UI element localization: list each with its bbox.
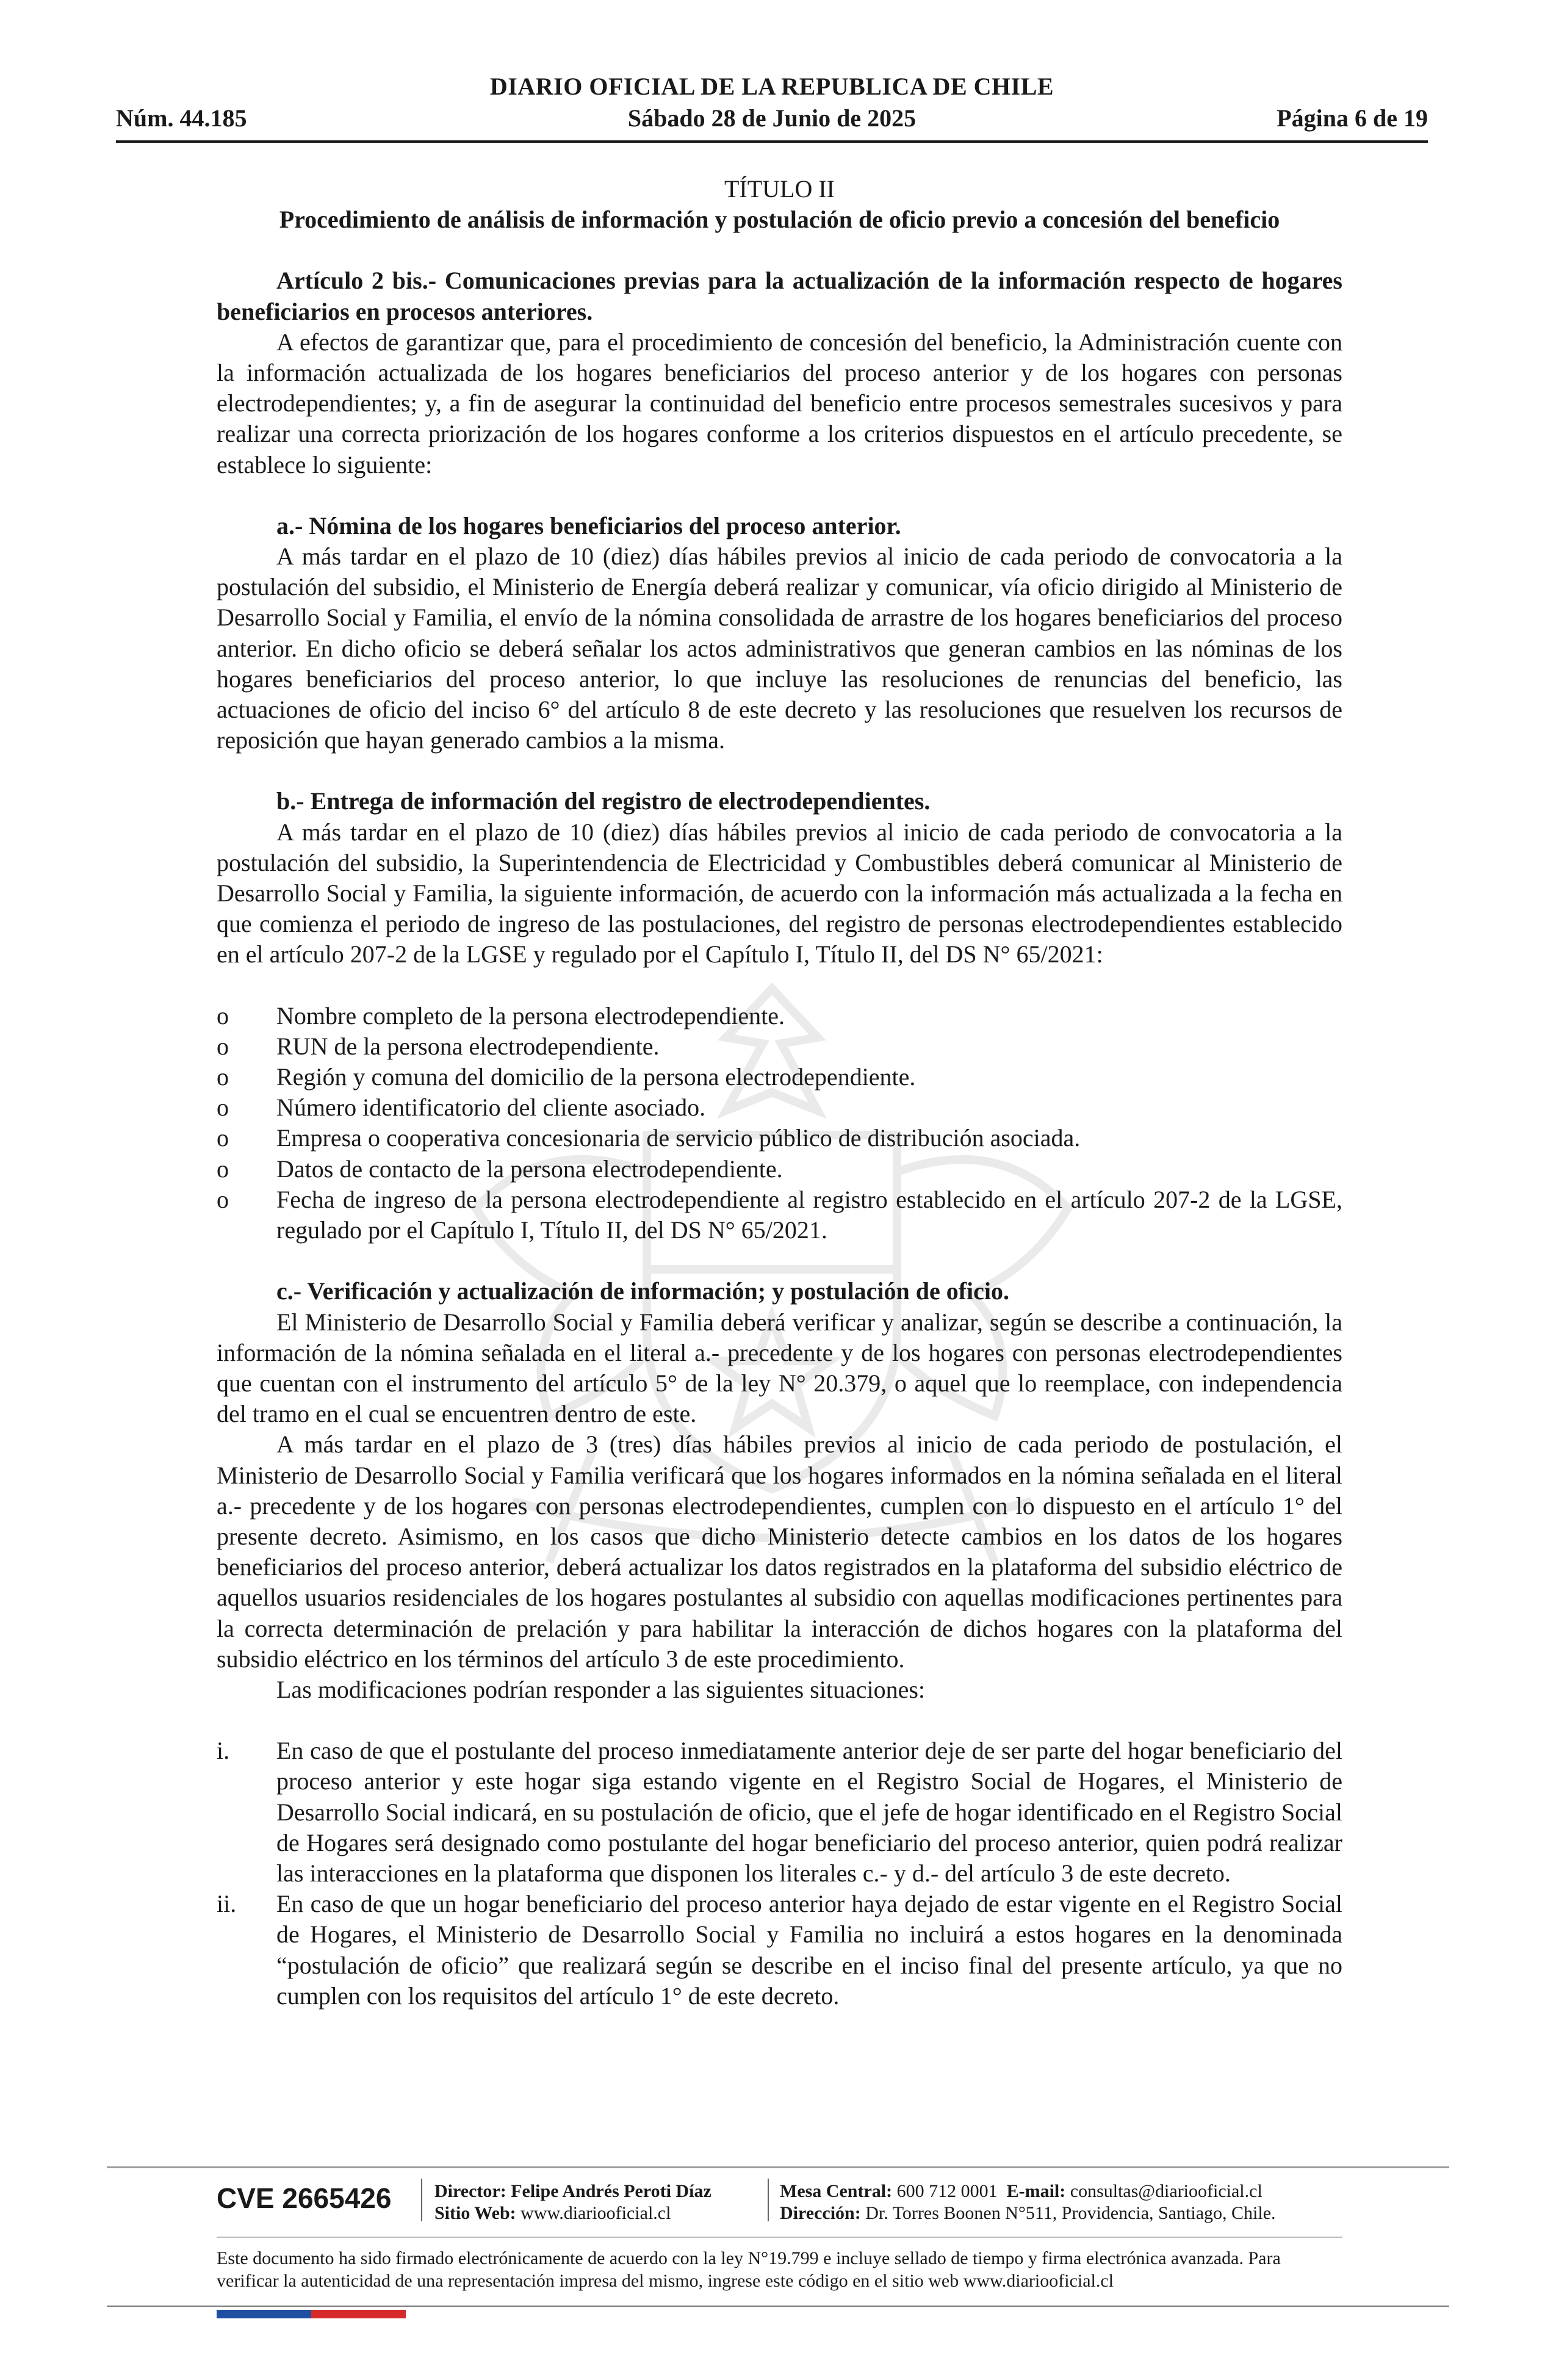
section-c-paragraph-2: A más tardar en el plazo de 3 (tres) días hábiles previos al inicio de cada periodo de postulación, el Ministerio de Desarrollo Social y Familia verificará que los hogares informados en la nómina señalada en el literal a.- precedente y de los hogares con personas electrodependientes, cumplen con lo dispuesto en el artículo 1° del presente decreto. Asimismo, en los casos que dicho Ministerio detecte cambios en los datos de los hogares beneficiarios del proceso anterior, deberá actualizar los datos registrados en la plataforma del subsidio eléctrico de aquellos usuarios residenciales de los hogares postulantes al subsidio con aquellas modificaciones pertinentes para la correcta determinación de prelación y para habilitar la interacción de dichos hogares con la plataforma del subsidio eléctrico en los términos del artículo 3 de este procedimiento. bbox=[217, 1430, 1342, 1673]
footer-separator bbox=[768, 2179, 769, 2221]
situations-list bbox=[217, 1736, 1342, 2011]
issue-number: Núm. 44.185 bbox=[116, 104, 247, 132]
footer-rule-top bbox=[107, 2166, 1449, 2168]
list-item-text: Nombre completo de la persona electrodependiente. bbox=[276, 1001, 785, 1030]
mesa-phone: 600 712 0001 bbox=[896, 2181, 998, 2201]
address-text: Dr. Torres Boonen N°511, Providencia, Santiago, Chile. bbox=[865, 2203, 1276, 2223]
list-item bbox=[217, 1001, 1342, 1031]
cve-code: CVE 2665426 bbox=[217, 2182, 392, 2214]
signature-note: Este documento ha sido firmado electrónicamente de acuerdo con la ley N°19.799 e incluye sellado de tiempo y firma electrónica avanzada. Para verificar la autenticidad de una representación impresa del mismo, ingrese este código en el sitio web www.diariooficial.cl bbox=[217, 2248, 1281, 2291]
list-item-text: En caso de que el postulante del proceso inmediatamente anterior deje de ser parte del hogar beneficiario del proceso anterior y este hogar siga estando vigente en el Registro Social de Hogares, el Ministerio de Desarrollo Social indicará, en su postulación de oficio, que el jefe de hogar identificado en el Registro Social de Hogares será designado como postulante del hogar beneficiario del proceso anterior, quien podrá realizar las interacciones en la plataforma que disponen los literales c.- y d.- del artículo 3 de este decreto. bbox=[276, 1737, 1342, 1887]
section-b-heading: b.- Entrega de información del registro de electrodependientes. bbox=[276, 787, 931, 815]
document-body bbox=[217, 174, 1342, 2011]
footer-director-block bbox=[434, 2180, 711, 2224]
flag-stripe-blue bbox=[217, 2310, 311, 2318]
section-c-paragraph-3: Las modificaciones podrían responder a las siguientes situaciones: bbox=[276, 1675, 926, 1703]
page-header bbox=[116, 72, 1428, 145]
list-item bbox=[217, 1736, 1342, 1889]
section-c-paragraph-1: El Ministerio de Desarrollo Social y Familia deberá verificar y analizar, según se describe a continuación, la información de la nómina señalada en el literal a.- precedente y de los hogares con personas electrodependientes que cuentan con el instrumento del artículo 5° de la ley N° 20.379, o aquel que lo reemplace, con independencia del tramo en el cual se encuentren dentro de este. bbox=[217, 1308, 1342, 1428]
list-item bbox=[217, 1154, 1342, 1185]
titulo-heading: Procedimiento de análisis de información y postulación de oficio previo a concesión del beneficio bbox=[279, 206, 1280, 234]
bullet-marker: o bbox=[217, 1063, 229, 1091]
email-label: E-mail: bbox=[1006, 2181, 1066, 2201]
list-item bbox=[217, 1062, 1342, 1092]
footer-separator bbox=[421, 2179, 422, 2221]
spacer bbox=[217, 1246, 1342, 1276]
spacer bbox=[217, 970, 1342, 1001]
list-item bbox=[217, 1123, 1342, 1153]
director-name: Felipe Andrés Peroti Díaz bbox=[511, 2181, 711, 2201]
list-item-text: Región y comuna del domicilio de la persona electrodependiente. bbox=[276, 1063, 916, 1091]
spacer bbox=[217, 480, 1342, 511]
director-label: Director: bbox=[434, 2181, 506, 2201]
section-a-text: A más tardar en el plazo de 10 (diez) días hábiles previos al inicio de cada periodo de convocatoria a la postulación del subsidio, el Ministerio de Energía deberá realizar y comunicar, vía oficio dirigido al Ministerio de Desarrollo Social y Familia, el envío de la nómina consolidada de arrastre de los hogares beneficiarios del proceso anterior. En dicho oficio se deberá señalar los actos administrativos que generan cambios en las nóminas de los hogares beneficiarios del proceso anterior, lo que incluye las resoluciones de renuncias del beneficio, las actuaciones de oficio del inciso 6° del artículo 8 de este decreto y las resoluciones que resuelven los recursos de reposición que hayan generado cambios a la misma. bbox=[217, 543, 1342, 754]
titulo-label: TÍTULO II bbox=[724, 175, 835, 203]
issue-date: Sábado 28 de Junio de 2025 bbox=[627, 104, 917, 132]
web-link[interactable]: www.diariooficial.cl bbox=[520, 2203, 671, 2223]
list-item bbox=[217, 1185, 1342, 1246]
bullet-marker: o bbox=[217, 1185, 229, 1213]
article-intro: A efectos de garantizar que, para el procedimiento de concesión del beneficio, la Administración cuente con la información actualizada de los hogares beneficiarios del proceso anterior y de los hogares con personas electrodependientes; y, a fin de asegurar la continuidad del beneficio entre procesos semestrales sucesivos y para realizar una correcta priorización de los hogares conforme a los criterios dispuestos en el artículo precedente, se establece lo siguiente: bbox=[217, 328, 1342, 478]
page-number: Página 6 de 19 bbox=[1277, 104, 1428, 132]
web-label: Sitio Web: bbox=[434, 2203, 516, 2223]
article-heading: Artículo 2 bis.- Comunicaciones previas para la actualización de la información respecto de hogares beneficiarios en procesos anteriores. bbox=[217, 267, 1342, 325]
footer-rule-middle bbox=[217, 2237, 1342, 2238]
section-a-heading: a.- Nómina de los hogares beneficiarios del proceso anterior. bbox=[276, 511, 901, 539]
list-item bbox=[217, 1092, 1342, 1123]
list-item-text: RUN de la persona electrodependiente. bbox=[276, 1032, 660, 1060]
bullet-marker: o bbox=[217, 1155, 229, 1183]
bullet-marker: o bbox=[217, 1094, 229, 1122]
flag-stripe-red bbox=[311, 2310, 406, 2318]
publication-title: DIARIO OFICIAL DE LA REPUBLICA DE CHILE bbox=[489, 73, 1054, 100]
list-item-text: Número identificatorio del cliente asociado. bbox=[276, 1094, 706, 1122]
section-c-heading: c.- Verificación y actualización de información; y postulación de oficio. bbox=[276, 1277, 1009, 1305]
spacer bbox=[217, 1705, 1342, 1736]
electrodependent-data-list bbox=[217, 1001, 1342, 1246]
list-item-text: Empresa o cooperativa concesionaria de servicio público de distribución asociada. bbox=[276, 1124, 1081, 1152]
header-rule bbox=[116, 140, 1428, 143]
list-item bbox=[217, 1031, 1342, 1062]
section-b-text: A más tardar en el plazo de 10 (diez) días hábiles previos al inicio de cada periodo de convocatoria a la postulación del subsidio, la Superintendencia de Electricidad y Combustibles deberá comunicar al Ministerio de Desarrollo Social y Familia, la siguiente información, de acuerdo con la información más actualizada a la fecha en que comienza el periodo de ingreso de las postulaciones, del registro de personas electrodependientes establecido en el artículo 207-2 de la LGSE y regulado por el Capítulo I, Título II, del DS N° 65/2021: bbox=[217, 818, 1342, 968]
list-item-text: En caso de que un hogar beneficiario del proceso anterior haya dejado de estar vigente en el Registro Social de Hogares, el Ministerio de Desarrollo Social y Familia no incluirá a estos hogares en la denominada “postulación de oficio” que realizará según se describe en el inciso final del presente artículo, ya que no cumplen con los requisitos del artículo 1° de este decreto. bbox=[276, 1890, 1342, 2010]
email-link[interactable]: consultas@diariooficial.cl bbox=[1070, 2181, 1262, 2201]
spacer bbox=[217, 755, 1342, 786]
mesa-label: Mesa Central: bbox=[780, 2181, 893, 2201]
bullet-marker: o bbox=[217, 1001, 229, 1030]
spacer bbox=[217, 235, 1342, 265]
list-item bbox=[217, 1889, 1342, 2011]
footer-rule-bottom bbox=[107, 2306, 1449, 2307]
list-item-text: Fecha de ingreso de la persona electrodependiente al registro establecido en el artículo 207-2 de la LGSE, regulado por el Capítulo I, Título II, del DS N° 65/2021. bbox=[276, 1185, 1342, 1244]
bullet-marker: o bbox=[217, 1032, 229, 1060]
roman-marker: ii. bbox=[217, 1890, 237, 1918]
footer-contact-block bbox=[780, 2180, 1276, 2224]
bullet-marker: o bbox=[217, 1124, 229, 1152]
address-label: Dirección: bbox=[780, 2203, 861, 2223]
list-item-text: Datos de contacto de la persona electrodependiente. bbox=[276, 1155, 783, 1183]
roman-marker: i. bbox=[217, 1737, 230, 1765]
